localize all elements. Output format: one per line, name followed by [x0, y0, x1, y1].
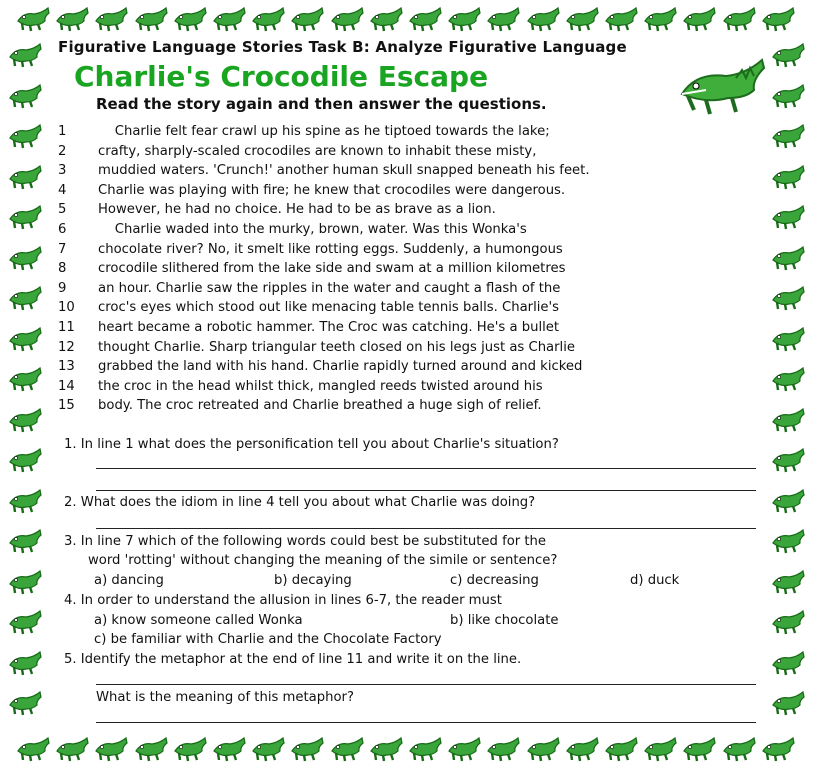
line-text: thought Charlie. Sharp triangular teeth closed on his legs just as Charlie — [98, 339, 575, 355]
crocodile-icon — [134, 736, 168, 762]
crocodile-icon — [16, 736, 50, 762]
crocodile-icon — [8, 245, 42, 271]
crocodile-icon — [771, 447, 805, 473]
line-text: grabbed the land with his hand. Charlie rapidly turned around and kicked — [98, 359, 583, 375]
crocodile-icon — [55, 6, 89, 32]
worksheet-subtitle: Figurative Language Stories Task B: Analyze Figurative Language — [58, 38, 627, 56]
crocodile-icon — [771, 42, 805, 68]
crocodile-icon — [369, 6, 403, 32]
crocodile-icon — [8, 609, 42, 635]
crocodile-icon — [526, 736, 560, 762]
crocodile-icon — [94, 6, 128, 32]
crocodile-icon — [212, 736, 246, 762]
line-text: croc's eyes which stood out like menacing table tennis balls. Charlie's — [98, 300, 560, 316]
q3-option-a[interactable]: a) dancing — [94, 573, 164, 588]
story-line — [58, 222, 527, 242]
crocodile-icon — [771, 245, 805, 271]
line-text: heart became a robotic hammer. The Croc was catching. He's a bullet — [98, 320, 560, 335]
crocodile-icon — [173, 736, 207, 762]
crocodile-icon — [8, 569, 42, 595]
question-3-line-2: word 'rotting' without changing the meaning of the simile or sentence? — [88, 553, 558, 568]
crocodile-icon — [16, 6, 50, 32]
crocodile-icon — [408, 736, 442, 762]
crocodile-icon — [761, 6, 795, 32]
crocodile-icon — [8, 285, 42, 311]
line-text: crafty, sharply-scaled crocodiles are known to inhabit these misty, — [98, 143, 537, 159]
crocodile-icon — [134, 6, 168, 32]
crocodile-icon — [761, 736, 795, 762]
story-line — [58, 144, 536, 164]
crocodile-icon — [771, 204, 805, 230]
line-number: 10 — [58, 300, 75, 316]
crocodile-icon — [8, 42, 42, 68]
line-number: 14 — [58, 378, 75, 394]
answer-line[interactable] — [96, 722, 756, 723]
crocodile-icon — [682, 736, 716, 762]
crocodile-icon — [8, 204, 42, 230]
question-1: 1. In line 1 what does the personification tell you about Charlie's situation? — [64, 437, 559, 452]
crocodile-icon — [212, 6, 246, 32]
line-number: 4 — [58, 182, 67, 198]
crocodile-icon — [771, 407, 805, 433]
crocodile-icon — [682, 6, 716, 32]
crocodile-icon — [55, 736, 89, 762]
line-text: body. The croc retreated and Charlie breathed a huge sigh of relief. — [98, 398, 542, 414]
story-line — [58, 124, 550, 144]
answer-line[interactable] — [96, 490, 756, 491]
large-crocodile-icon — [676, 54, 768, 116]
crocodile-icon — [771, 690, 805, 716]
crocodile-icon — [771, 366, 805, 392]
crocodile-icon — [771, 326, 805, 352]
story-line — [58, 183, 565, 203]
crocodile-icon — [8, 528, 42, 554]
crocodile-icon — [8, 164, 42, 190]
crocodile-icon — [771, 164, 805, 190]
crocodile-icon — [604, 6, 638, 32]
line-number: 13 — [58, 359, 75, 375]
story-line — [58, 379, 543, 399]
crocodile-icon — [771, 569, 805, 595]
story-line — [58, 281, 560, 301]
crocodile-icon — [8, 326, 42, 352]
crocodile-icon — [8, 447, 42, 473]
crocodile-icon — [173, 6, 207, 32]
line-number: 12 — [58, 339, 75, 355]
story-line — [58, 242, 563, 262]
crocodile-icon — [8, 690, 42, 716]
question-2: 2. What does the idiom in line 4 tell you about what Charlie was doing? — [64, 495, 536, 510]
crocodile-icon — [330, 6, 364, 32]
line-number: 1 — [58, 124, 67, 139]
question-5: 5. Identify the metaphor at the end of line 11 and write it on the line. — [64, 652, 522, 667]
crocodile-icon — [604, 736, 638, 762]
crocodile-icon — [290, 736, 324, 762]
line-number: 15 — [58, 398, 75, 414]
story-line — [58, 320, 559, 340]
crocodile-icon — [408, 6, 442, 32]
crocodile-icon — [771, 123, 805, 149]
crocodile-icon — [369, 736, 403, 762]
line-text: the croc in the head whilst thick, mangled reeds twisted around his — [98, 378, 543, 394]
crocodile-icon — [771, 83, 805, 109]
line-text: chocolate river? No, it smelt like rotting eggs. Suddenly, a humongous — [98, 241, 563, 257]
page-title: Charlie's Crocodile Escape — [74, 60, 489, 93]
line-number: 7 — [58, 241, 67, 257]
question-4: 4. In order to understand the allusion in lines 6-7, the reader must — [64, 593, 502, 608]
line-number: 6 — [58, 222, 67, 237]
line-text: Charlie waded into the murky, brown, water. Was this Wonka's — [98, 222, 527, 237]
q4-option-c[interactable]: c) be familiar with Charlie and the Chocolate Factory — [94, 632, 442, 647]
crocodile-icon — [771, 609, 805, 635]
crocodile-icon — [8, 83, 42, 109]
line-number: 3 — [58, 163, 67, 179]
question-3: 3. In line 7 which of the following words could best be substituted for the — [64, 534, 547, 549]
line-text: crocodile slithered from the lake side and swam at a million kilometres — [98, 261, 566, 277]
crocodile-icon — [526, 6, 560, 32]
crocodile-icon — [771, 528, 805, 554]
crocodile-icon — [8, 650, 42, 676]
question-5-part-2: What is the meaning of this metaphor? — [96, 690, 354, 705]
q3-option-d[interactable]: d) duck — [630, 573, 680, 588]
crocodile-icon — [330, 736, 364, 762]
answer-line[interactable] — [96, 468, 756, 469]
line-number: 5 — [58, 202, 67, 218]
crocodile-icon — [251, 736, 285, 762]
story-line — [58, 300, 559, 320]
story-line — [58, 261, 565, 281]
line-text: an hour. Charlie saw the ripples in the water and caught a flash of the — [98, 280, 561, 296]
crocodile-icon — [94, 736, 128, 762]
story-line — [58, 340, 575, 360]
story-line — [58, 202, 496, 222]
q4-option-b[interactable]: b) like chocolate — [450, 613, 559, 628]
crocodile-icon — [290, 6, 324, 32]
crocodile-icon — [565, 6, 599, 32]
crocodile-icon — [771, 650, 805, 676]
answer-line[interactable] — [96, 684, 756, 685]
crocodile-icon — [447, 6, 481, 32]
crocodile-icon — [8, 123, 42, 149]
crocodile-icon — [8, 366, 42, 392]
crocodile-icon — [565, 736, 599, 762]
q3-option-c[interactable]: c) decreasing — [450, 573, 539, 588]
line-text: However, he had no choice. He had to be as brave as a lion. — [98, 202, 496, 218]
line-text: Charlie felt fear crawl up his spine as he tiptoed towards the lake; — [98, 124, 550, 139]
crocodile-icon — [447, 736, 481, 762]
crocodile-icon — [251, 6, 285, 32]
crocodile-icon — [643, 736, 677, 762]
story-line — [58, 359, 582, 379]
crocodile-icon — [643, 6, 677, 32]
crocodile-icon — [722, 736, 756, 762]
crocodile-icon — [8, 488, 42, 514]
crocodile-icon — [722, 6, 756, 32]
line-number: 2 — [58, 143, 67, 159]
instruction-text: Read the story again and then answer the questions. — [96, 95, 547, 113]
line-text: muddied waters. 'Crunch!' another human skull snapped beneath his feet. — [98, 163, 590, 179]
answer-line[interactable] — [96, 528, 756, 529]
line-text: Charlie was playing with fire; he knew that crocodiles were dangerous. — [98, 182, 566, 198]
line-number: 9 — [58, 280, 67, 296]
crocodile-icon — [486, 6, 520, 32]
line-number: 11 — [58, 320, 75, 335]
line-number: 8 — [58, 261, 67, 277]
crocodile-icon — [486, 736, 520, 762]
q3-option-b[interactable]: b) decaying — [274, 573, 352, 588]
q4-option-a[interactable]: a) know someone called Wonka — [94, 613, 303, 628]
crocodile-icon — [771, 488, 805, 514]
story-line — [58, 163, 590, 183]
crocodile-icon — [8, 407, 42, 433]
story-line — [58, 398, 542, 418]
crocodile-icon — [771, 285, 805, 311]
